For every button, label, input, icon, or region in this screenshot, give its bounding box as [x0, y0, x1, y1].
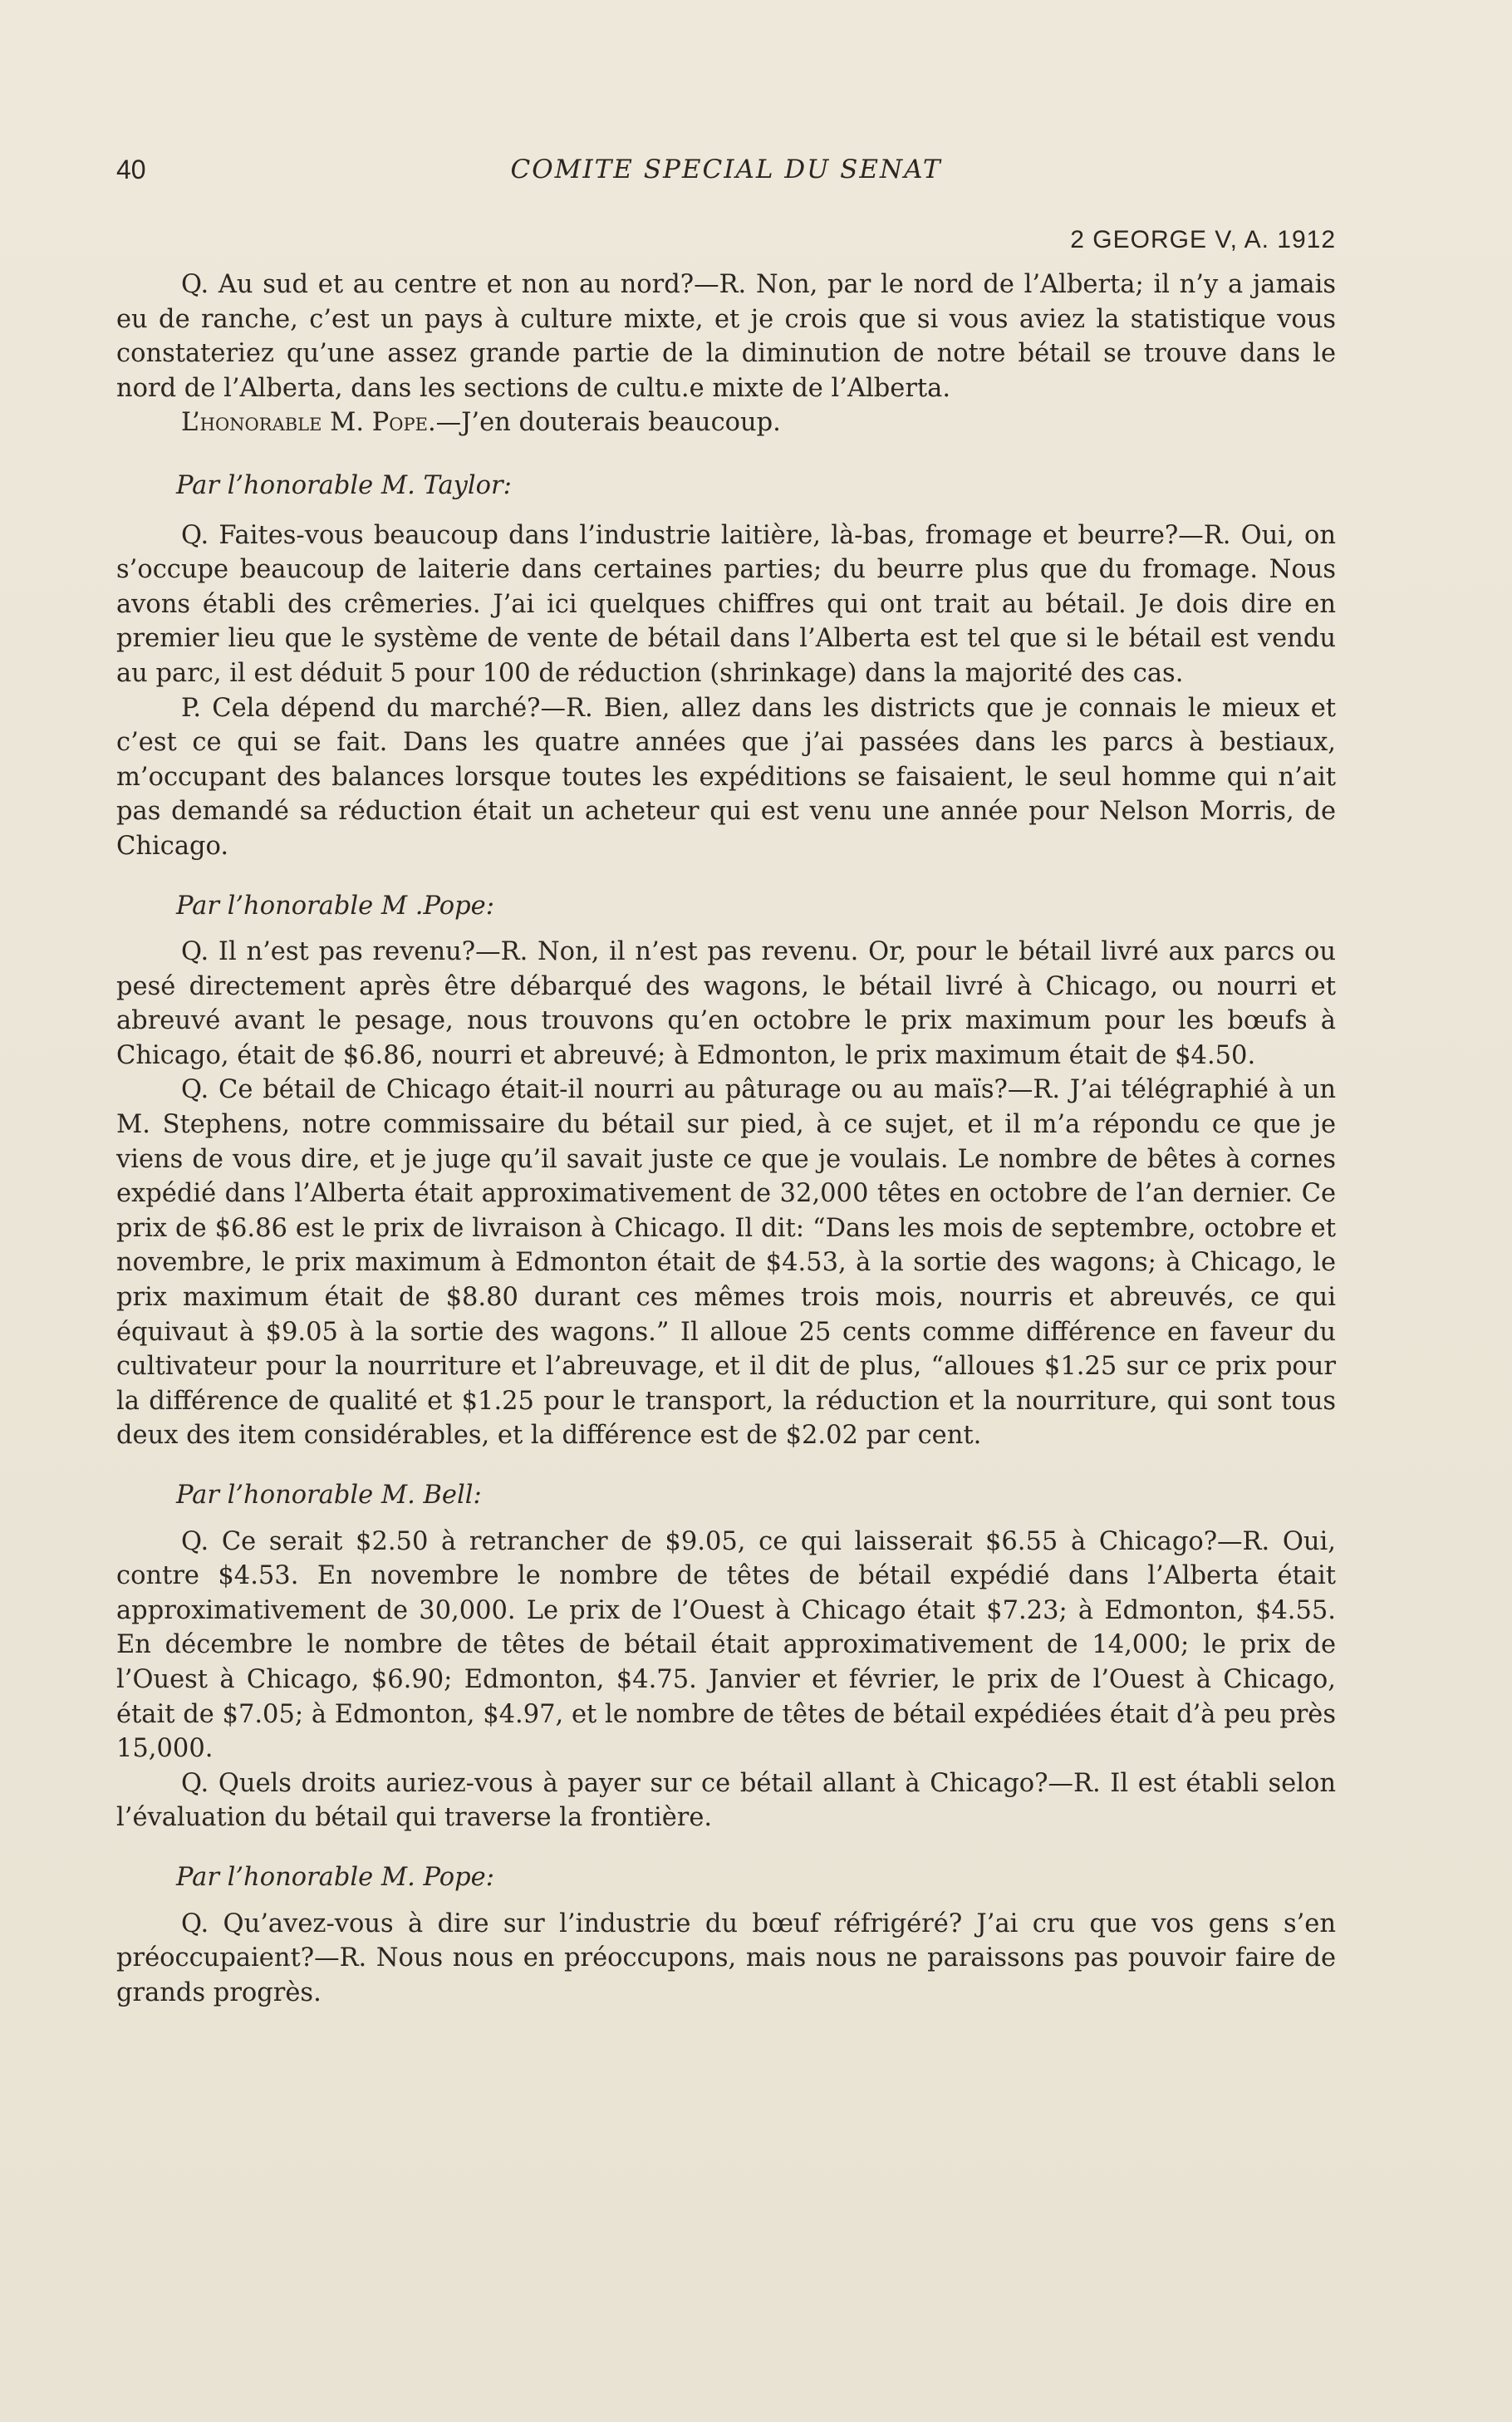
paragraph: Q. Au sud et au centre et non au nord?—R. Non, par le nord de l’Alberta; il n’y a jamais eu de ranche, c’est un pays à culture mixte, et je crois que si vous aviez la statistique vous constateriez qu’une assez grande partie de la diminution de notre bétail se trouve dans le nord de l’Alberta, dans les sections de cultu.e mixte de l’Alberta.	[116, 270, 1336, 403]
running-title: COMITE SPECIAL DU SENAT	[510, 155, 942, 184]
body-text	[116, 268, 1336, 2010]
speaker-heading: Par l’honorable M. Bell:	[176, 1481, 482, 1510]
speaker-heading: Par l’honorable M .Pope:	[176, 891, 494, 921]
speaker-remark: —J’en douterais beaucoup.	[435, 408, 781, 438]
paragraph	[116, 405, 1336, 440]
page-number: 40	[116, 155, 146, 184]
session-reference: 2 GEORGE V, A. 1912	[1070, 226, 1336, 253]
paragraph: Q. Qu’avez-vous à dire sur l’industrie du bœuf réfrigéré? J’ai cru que vos gens s’en préoccupaient?—R. Nous nous en préoccupons, mais nous ne paraissons pas pouvoir faire de grands progrès.	[116, 1909, 1336, 2007]
paragraph: Q. Ce bétail de Chicago était-il nourri au pâturage ou au maïs?—R. J’ai télégraphié à un M. Stephens, notre commissaire du bétail sur pied, à ce sujet, et il m’a répondu ce que je viens de vous dire, et je juge qu’il savait juste ce que je voulais. Le nombre de bêtes à cornes expédié dans l’Alberta était approximativement de 32,000 têtes en octobre de l’an dernier. Ce prix de $6.86 est le prix de livraison à Chicago. Il dit: “Dans les mois de septembre, octobre et novembre, le prix maximum à Edmonton était de $4.53, à la sortie des wagons; à Chicago, le prix maximum était de $8.80 durant ces mêmes trois mois, nourris et abreuvés, ce qui équivaut à $9.05 à la sortie des wagons.” Il alloue 25 cents comme différence en faveur du cultivateur pour la nourriture et l’abreuvage, et il dit de plus, “alloues $1.25 sur ce prix pour la différence de qualité et $1.25 pour le transport, la réduction et la nourriture, qui sont tous deux des item considérables, et la différence est de $2.02 par cent.	[116, 1075, 1336, 1451]
page-header	[116, 155, 1336, 196]
paragraph: Q. Il n’est pas revenu?—R. Non, il n’est pas revenu. Or, pour le bétail livré aux parcs ou pesé directement après être débarqué des wagons, le bétail livré à Chicago, ou nourri et abreuvé avant le pesage, nous trouvons qu’en octobre le prix maximum pour les bœufs à Chicago, était de $6.86, nourri et abreuvé; à Edmonton, le prix maximum était de $4.50.	[116, 937, 1336, 1070]
paragraph: Q. Ce serait $2.50 à retrancher de $9.05, ce qui laisserait $6.55 à Chicago?—R. Oui, contre $4.53. En novembre le nombre de têtes de bétail expédié dans l’Alberta était approximativement de 30,000. Le prix de l’Ouest à Chicago était $7.23; à Edmonton, $4.55. En décembre le nombre de têtes de bétail était approximativement de 14,000; le prix de l’Ouest à Chicago, $6.90; Edmonton, $4.75. Janvier et février, le prix de l’Ouest à Chicago, était de $7.05; à Edmonton, $4.97, et le nombre de têtes de bétail expédiées était d’à peu près 15,000.	[116, 1526, 1336, 1764]
speaker-heading: Par l’honorable M. Pope:	[176, 1862, 494, 1892]
paragraph: P. Cela dépend du marché?—R. Bien, allez dans les districts que je connais le mieux et c’est ce qui se fait. Dans les quatre années que j’ai passées dans les parcs à bestiaux, m’occupant des balances lorsque toutes les expéditions se faisaient, le seul homme qui n’ait pas demandé sa réduction était un acheteur qui est venu une année pour Nelson Morris, de Chicago.	[116, 693, 1336, 861]
speaker-name: L’honorable M. Pope.	[181, 408, 436, 438]
speaker-heading: Par l’honorable M. Taylor:	[176, 470, 512, 500]
paragraph: Q. Quels droits auriez-vous à payer sur ce bétail allant à Chicago?—R. Il est établi selon l’évaluation du bétail qui traverse la frontière.	[116, 1768, 1336, 1833]
paragraph: Q. Faites-vous beaucoup dans l’industrie laitière, là-bas, fromage et beurre?—R. Oui, on s’occupe beaucoup de laiterie dans certaines parties; du beurre plus que du fromage. Nous avons établi des crêmeries. J’ai ici quelques chiffres qui ont trait au bétail. Je dois dire en premier lieu que le système de vente de bétail dans l’Alberta est tel que si le bétail est vendu au parc, il est déduit 5 pour 100 de réduction (shrinkage) dans la majorité des cas.	[116, 520, 1336, 688]
